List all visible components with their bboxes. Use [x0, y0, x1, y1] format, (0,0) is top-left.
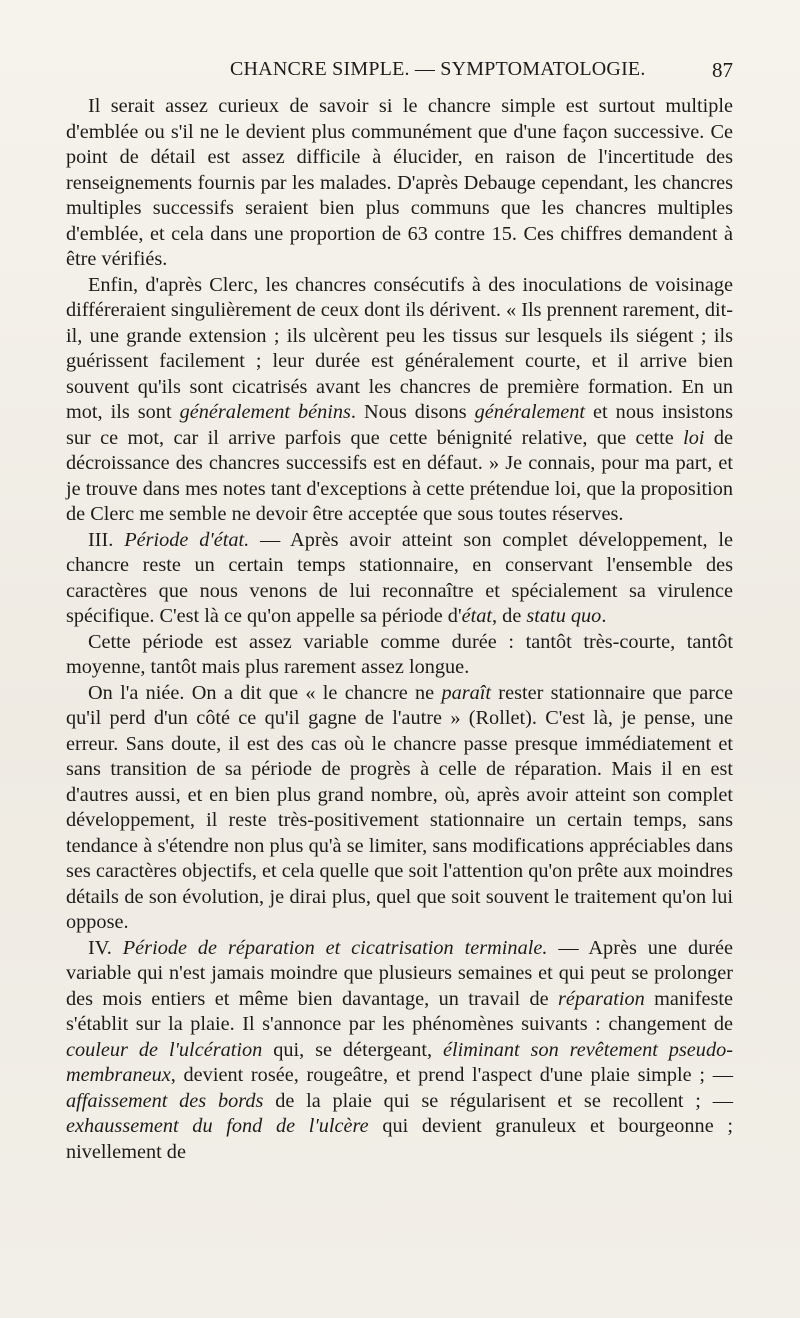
text-run: , devient rosée, rougeâtre, et prend l'aspect d'une plaie simple ; — — [170, 1064, 733, 1086]
italic-text: Période de réparation et cicatrisation terminale. — [122, 936, 548, 959]
running-title: CHANCRE SIMPLE. — SYMPTOMATOLOGIE. — [230, 58, 646, 80]
text-run: manifeste s'établit sur la plaie. Il s'annonce par les phénomènes suivants : changement de — [66, 987, 733, 1035]
running-header — [66, 58, 733, 88]
body-text — [66, 94, 733, 1165]
text-run: , de — [492, 605, 527, 627]
text-run: de décroissance des chancres successifs est en défaut. » Je connais, pour ma part, et je trouve dans mes notes tant d'exceptions à cette prétendue loi, que la proposition de Clerc me semble ne devoir être acceptée que sous toutes réserves. — [66, 426, 733, 525]
text-run: qui devient granuleux et bourgeonne ; nivellement de — [66, 1115, 733, 1163]
text-run: Enfin, d'après Clerc, les chancres consécutifs à des inoculations de voisinage différeraient singulièrement de ceux dont ils dérivent. « Ils prennent rarement, dit-il, une grande extension ; ils ulcèrent peu les tissus sur lesquels ils siégent ; ils guérissent facilement ; leur durée est généralement courte, et il arrive bien souvent qu'ils sont cicatrisés avant les chancres de première formation. En un mot, ils sont — [66, 273, 733, 423]
text-run: Il serait assez curieux de savoir si le chancre simple est surtout multiple d'emblée ou s'il ne le devient plus communément que d'une façon successive. Ce point de détail est assez difficile à élucider, en raison de l'incertitude des renseignements fournis par les malades. D'après Debauge cependant, les chancres multiples successifs seraient bien plus communs que les chancres multiples d'emblée, et cela dans une proportion de 63 contre 15. Ces chiffres demandent à être vérifiés. — [66, 95, 733, 270]
italic-text: généralement — [474, 401, 586, 423]
paragraph — [66, 681, 733, 936]
italic-text: statu quo — [526, 605, 602, 627]
text-run: — Après une durée variable qui n'est jamais moindre que plusieurs semaines et qui peut se prolonger des mois entiers et même bien davantage, un travail de — [66, 936, 733, 1010]
text-run: de la plaie qui se régularisent et se recollent ; — — [263, 1089, 733, 1112]
italic-text: état — [461, 605, 493, 627]
paragraph — [66, 630, 733, 681]
text-run: . — [601, 605, 607, 627]
text-run: et nous insistons sur ce mot, car il arrive parfois que cette bénignité relative, que cette — [66, 401, 733, 449]
italic-text: Période d'état. — [124, 528, 250, 551]
page-number: 87 — [712, 58, 733, 82]
paragraph — [66, 528, 733, 630]
text-run: Cette période est assez variable comme durée : tantôt très-courte, tantôt moyenne, tantôt mais plus rarement assez longue. — [66, 630, 733, 678]
italic-text: généralement bénins — [179, 401, 351, 423]
text-run: rester stationnaire que parce qu'il perd d'un côté ce qu'il gagne de l'autre » (Rollet). C'est là, je pense, une erreur. Sans doute, il est des cas où le chancre passe presque immédiatement et sans transition de sa période de progrès à celle de réparation. Mais il en est d'autres aussi, et en bien plus grand nombre, où, après avoir atteint son complet développement, il reste très-positivement stationnaire un certain temps, sans tendance à s'étendre non plus qu'à se limiter, sans modifications appréciables dans ses caractères objectifs, et cela quelle que soit l'attention qu'on prête aux moindres détails de son évolution, je dirai plus, quel que soit souvent le traitement qu'on lui oppose. — [66, 681, 733, 933]
text-run: — Après avoir atteint son complet développement, le chancre reste un certain temps stationnaire, en conservant l'ensemble des caractères que nous venons de lui reconnaître et spécialement sa virulence spécifique. C'est là ce qu'on appelle sa période d' — [66, 528, 734, 627]
italic-text: loi — [683, 426, 705, 449]
text-run: III. — [88, 528, 125, 551]
italic-text: affaissement des bords — [66, 1089, 264, 1112]
text-run: . Nous disons — [350, 401, 475, 423]
paragraph — [66, 94, 733, 273]
paragraph — [66, 936, 733, 1166]
text-run: IV. — [88, 936, 123, 959]
text-run: On l'a niée. On a dit que « le chancre ne — [88, 681, 442, 704]
italic-text: éliminant son revêtement pseudo-membraneux — [66, 1038, 733, 1086]
italic-text: exhaussement du fond de l'ulcère — [66, 1115, 369, 1137]
italic-text: réparation — [558, 987, 645, 1010]
paragraph — [66, 273, 733, 528]
italic-text: couleur de l'ulcération — [66, 1038, 263, 1061]
text-run: qui, se détergeant, — [262, 1038, 444, 1061]
italic-text: paraît — [441, 681, 492, 704]
